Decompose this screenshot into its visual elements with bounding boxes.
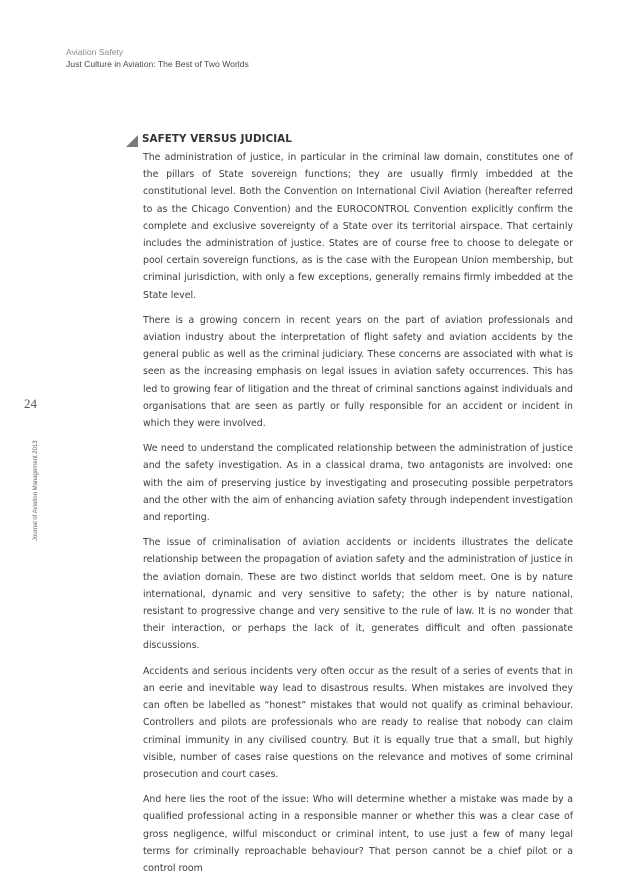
paragraph: Accidents and serious incidents very often occur as the result of a series of events that in an eerie and inevitable way lead to disastrous results. When mistakes are involved they can often be labelled as “honest” mistakes that would not qualify as criminal behaviour. Controllers and pilots are professionals who are ready to realise that nobody can claim criminal immunity in any civilised country. But it is equally true that a small, but highly visible, number of cases raise questions on the relevance and motives of some criminal prosecution and court cases. [143, 665, 573, 780]
header-article-title: Just Culture in Aviation: The Best of Two Worlds [66, 59, 249, 69]
page-number: 24 [24, 396, 37, 411]
header-section-title: Aviation Safety [66, 47, 124, 57]
running-header [66, 46, 249, 70]
journal-name: Journal of Aviation Management 2013 [33, 440, 39, 541]
paragraph: We need to understand the complicated relationship between the administration of justice and the safety investigation. As in a classical drama, two antagonists are involved: one with the aim of preserving justice by investigating and prosecuting possible perpetrators and the other with the aim of enhancing aviation safety through independent investigation and reporting. [143, 443, 573, 524]
triangle-bullet-icon [126, 135, 138, 147]
body-text [143, 149, 573, 877]
paragraph: And here lies the root of the issue: Who will determine whether a mistake was made by a qualified professional acting in a responsible manner or whether this was a clear case of gross negligence, wilful misconduct or criminal intent, to use just a few of many legal terms for criminally reproachable behaviour? That person cannot be a chief pilot or a control room [143, 794, 573, 874]
paragraph: The administration of justice, in particular in the criminal law domain, constitutes one of the pillars of State sovereign functions; they are usually firmly imbedded at the constitutional level. Both the Convention on International Civil Aviation (hereafter referred to as the Chicago Convention) and the EUROCONTROL Convention explicitly confirm the complete and exclusive sovereignty of a State over its territorial airspace. That certainly includes the administration of justice. States are of course free to choose to delegate or pool certain sovereign functions, as is the case with the European Union membership, but criminal jurisdiction, with only a few exceptions, generally remains firmly imbedded at the State level. [143, 152, 573, 301]
paragraph: There is a growing concern in recent years on the part of aviation professionals and aviation industry about the interpretation of flight safety and aviation accidents by the general public as well as the criminal judiciary. These concerns are associated with what is seen as the increasing emphasis on legal issues in aviation safety occurrences. This has led to growing fear of litigation and the threat of criminal sanctions against individuals and organisations that are seen as partly or fully responsible for an accident or incident in which they were involved. [143, 314, 573, 430]
paragraph: The issue of criminalisation of aviation accidents or incidents illustrates the delicate relationship between the propagation of aviation safety and the administration of justice in the aviation domain. These are two distinct worlds that seldom meet. One is by nature international, dynamic and very sensitive to safety; the other is by nature national, resistant to progressive change and very sensitive to the rule of law. It is no wonder that their interaction, or perhaps the lack of it, generates difficult and often passionate discussions. [143, 537, 573, 652]
section-heading: SAFETY VERSUS JUDICIAL [142, 133, 292, 145]
